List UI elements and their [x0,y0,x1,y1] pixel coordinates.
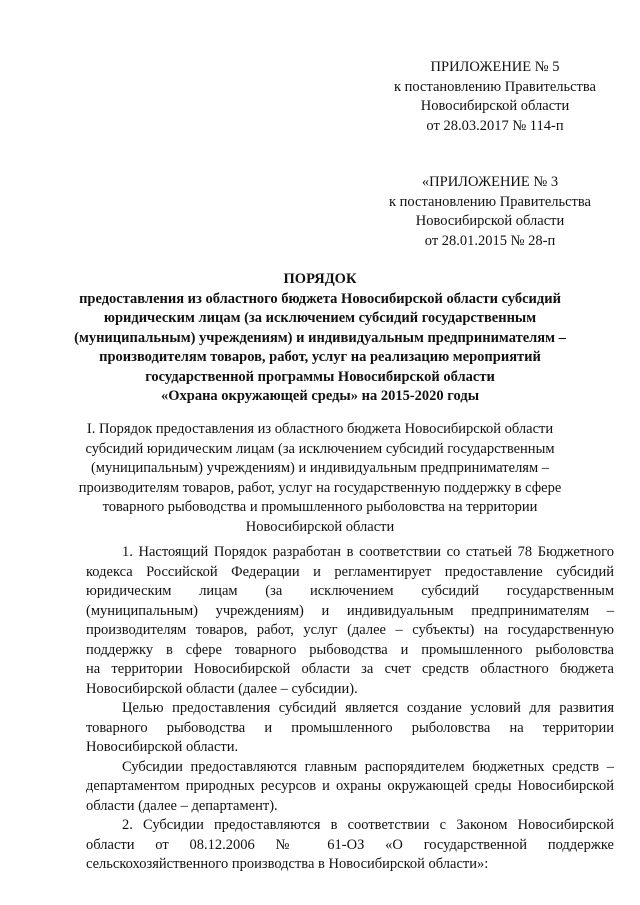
paragraph-line: товарного рыбоводства и промышленного рыболовства на территории [86,719,614,736]
paragraph-line: кодекса Российской Федерации и регламентирует предоставление субсидий [86,563,614,580]
paragraph-line: Целью предоставления субсидий является создание условий для развития [122,700,614,716]
paragraph-3 [86,758,614,817]
paragraph-line: 1. Настоящий Порядок разработан в соответствии со статьей 78 Бюджетного [122,544,614,560]
appendix-5-title: ПРИЛОЖЕНИЕ № 5 [430,59,560,75]
section-line: (муниципальным) учреждениям) и индивидуальным предпринимателям – [90,460,550,476]
section-line: Новосибирской области [245,518,395,535]
appendix-5-line-2: Новосибирской области [420,98,570,114]
title-line: (муниципальным) учреждениям) и индивидуальным предпринимателям – [74,329,566,346]
appendix-5-line-3: от 28.03.2017 № 114-п [426,117,564,134]
section-line: субсидий юридическим лицам (за исключением субсидий государственным [85,440,555,457]
paragraph-line: (муниципальным) учреждениям) и индивидуальным предпринимателям – [86,602,614,619]
title-line: юридическим лицам (за исключением субсидий государственным [103,310,537,326]
section-line: I. Порядок предоставления из областного бюджета Новосибирской области [86,421,554,437]
paragraph-line: юридическим лицам (за исключением субсидий государственным [86,583,614,599]
paragraph-2 [86,699,614,758]
paragraph-line: на территории Новосибирской области за счет средств областного бюджета [86,661,614,677]
appendix-5-header [380,58,610,136]
title-line: государственной программы Новосибирской области [145,368,495,385]
title-line: производителям товаров, работ, услуг на реализацию мероприятий [99,349,541,365]
appendix-3-title: «ПРИЛОЖЕНИЕ № 3 [421,174,559,190]
title-heading: ПОРЯДОК [283,271,357,287]
body-text [86,543,614,875]
paragraph-line: департаментом природных ресурсов и охраны окружающей среды Новосибирской [86,778,614,794]
paragraph-line: Новосибирской области (далее – субсидии). [86,680,358,697]
title-line: «Охрана окружающей среды» на 2015-2020 годы [160,388,480,404]
paragraph-line: области от 08.12.2006 № 61-ОЗ «О государственной поддержке [86,836,614,853]
title-line: предоставления из областного бюджета Новосибирской области субсидий [79,290,561,307]
appendix-5-line-1: к постановлению Правительства [394,78,596,95]
appendix-3-line-3: от 28.01.2015 № 28-п [424,232,556,249]
section-line: производителям товаров, работ, услуг на государственную поддержку в сфере [78,479,562,496]
appendix-3-line-1: к постановлению Правительства [389,193,591,210]
appendix-3-line-2: Новосибирской области [415,213,565,229]
paragraph-4 [86,816,614,875]
paragraph-line: сельскохозяйственного производства в Новосибирской области»: [86,856,489,872]
section-1-heading [60,420,580,537]
paragraph-line: 2. Субсидии предоставляются в соответствии с Законом Новосибирской [122,817,614,833]
paragraph-line: области (далее – департамент). [86,797,278,814]
paragraph-1 [86,543,614,699]
paragraph-line: производителям товаров, работ, услуг (далее – субъекты) на государственную [86,622,614,638]
appendix-3-header [370,173,610,251]
paragraph-line: Субсидии предоставляются главным распорядителем бюджетных средств – [122,758,614,775]
document-title [60,270,580,407]
section-line: товарного рыбоводства и промышленного рыболовства на территории [102,499,538,515]
paragraph-line: Новосибирской области. [86,739,239,755]
paragraph-line: поддержку в сфере товарного рыбоводства и промышленного рыболовства [86,641,614,658]
